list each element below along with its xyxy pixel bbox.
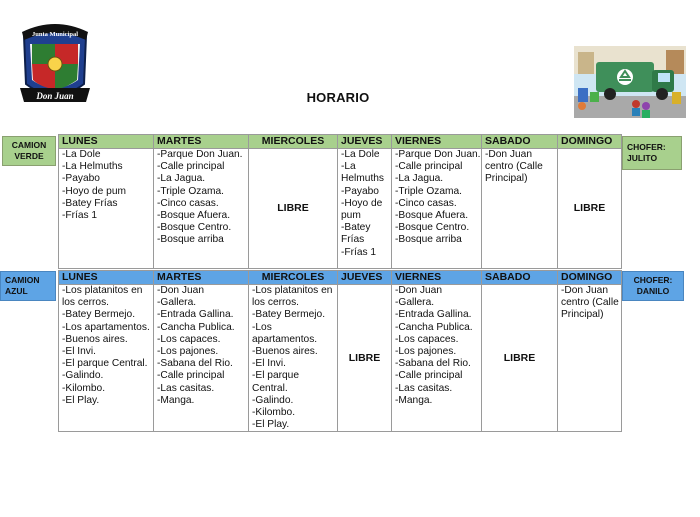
route-stop: -Don Juan [395, 285, 443, 296]
day-header-martes: MARTES [154, 271, 249, 285]
libre-cell-sabado: LIBRE [482, 285, 558, 432]
route-stop: -El parque Central. [252, 370, 300, 394]
day-header-martes: MARTES [154, 135, 249, 149]
route-stop: -Bosque arriba [395, 234, 462, 246]
route-stop: -La Dole [341, 149, 380, 160]
stops-cell-viernes [392, 285, 482, 432]
route-stop: -Don Juan centro (Calle Principal) [485, 149, 543, 185]
truck-label-azul-text: CAMION AZUL [5, 275, 40, 296]
route-stop: -Payabo [62, 173, 100, 185]
libre-cell-miercoles: LIBRE [249, 149, 338, 269]
driver-label-azul [622, 271, 684, 301]
route-stop: -Sabana del Rio. [157, 358, 233, 370]
route-stop: -Los apartamentos. [252, 321, 318, 345]
route-stop: -Bosque Centro. [157, 222, 232, 234]
page-title: HORARIO [306, 90, 370, 105]
route-stop: -Bosque Afuera. [395, 210, 469, 222]
route-stop: -Manga. [157, 394, 195, 406]
route-stop: -Calle principal [395, 161, 463, 173]
route-stop: -Batey Frías [62, 197, 118, 209]
route-stop: -La Dole [62, 149, 101, 160]
route-stop: -Galindo. [62, 370, 104, 382]
route-stop: -Payabo [341, 185, 379, 197]
route-stop: -Frías 1 [62, 210, 98, 222]
route-stop: -Los apartamentos. [62, 321, 150, 333]
logo-top-text: Junta Municipal [31, 31, 79, 38]
stops-cell-lunes [59, 149, 154, 269]
day-header-viernes: VIERNES [392, 271, 482, 285]
stops-cell-sabado [482, 149, 558, 269]
day-header-sabado: SABADO [482, 271, 558, 285]
route-stop: -Hoyo de pum [341, 197, 383, 222]
stops-cell-martes [154, 285, 249, 432]
route-stop: -Manga. [395, 394, 433, 406]
truck-label-verde [2, 136, 56, 166]
day-header-lunes: LUNES [59, 271, 154, 285]
route-stop: -El parque Central. [62, 358, 148, 370]
schedule-row [59, 285, 622, 432]
truck-label-azul [0, 271, 56, 301]
route-stop: -La Helmuths [341, 161, 385, 185]
day-header-domingo: DOMINGO [558, 135, 622, 149]
day-header-miercoles: MIERCOLES [249, 135, 338, 149]
route-stop: -Batey Frías [341, 222, 371, 246]
route-stop: -La Helmuths [62, 161, 123, 173]
route-stop: -Los platanitos en los cerros. [252, 285, 333, 309]
logo-bottom-text: Don Juan [36, 91, 74, 101]
route-stop: -Los pajones. [395, 346, 457, 358]
route-stop: -Kilombo. [252, 407, 296, 419]
route-stop: -Don Juan [157, 285, 205, 296]
route-stop: -Triple Ozama. [157, 185, 224, 197]
stops-cell-miercoles [249, 285, 338, 432]
route-stop: -Cinco casas. [157, 197, 219, 209]
route-stop: -Entrada Gallina. [395, 309, 472, 321]
route-stop: -El Play. [252, 419, 290, 431]
route-stop: -El Play. [62, 394, 100, 406]
driver-label-verde [622, 136, 682, 170]
route-stop: -La Jagua. [395, 173, 444, 185]
day-header-sabado: SABADO [482, 135, 558, 149]
route-stop: -Buenos aires. [252, 346, 318, 358]
route-stop: -Buenos aires. [62, 333, 128, 345]
day-header-miercoles: MIERCOLES [249, 271, 338, 285]
route-stop: -Las casitas. [157, 382, 215, 394]
route-stop: -El Invi. [252, 358, 286, 370]
route-stop: -Entrada Gallina. [157, 309, 234, 321]
route-stop: -Cancha Publica. [395, 321, 473, 333]
stops-cell-viernes [392, 149, 482, 269]
day-header-domingo: DOMINGO [558, 271, 622, 285]
route-stop: -Gallera. [395, 297, 435, 309]
route-stop: -Cinco casas. [395, 197, 457, 209]
libre-cell-jueves: LIBRE [338, 285, 392, 432]
route-stop: -Calle principal [157, 370, 225, 382]
route-stop: -Frías 1 [341, 246, 377, 258]
route-stop: -El Invi. [62, 346, 96, 358]
route-stop: -Cancha Publica. [157, 321, 235, 333]
route-stop: -Galindo. [252, 394, 294, 406]
stops-cell-jueves [338, 149, 392, 269]
route-stop: -Batey Bermejo. [252, 309, 326, 321]
route-stop: -Hoyo de pum [62, 185, 126, 197]
route-stop: -Los pajones. [157, 346, 219, 358]
route-stop: -Los capaces. [395, 333, 459, 345]
route-stop: -Don Juan centro (Calle Principal) [561, 285, 619, 321]
garbage-truck-illustration [574, 46, 686, 118]
stops-cell-domingo [558, 285, 622, 432]
stops-cell-martes [154, 149, 249, 269]
route-stop: -La Jagua. [157, 173, 206, 185]
schedule-row [59, 149, 622, 269]
day-header-jueves: JUEVES [338, 271, 392, 285]
route-stop: -Kilombo. [62, 382, 106, 394]
route-stop: -Los platanitos en los cerros. [62, 285, 143, 309]
day-header-viernes: VIERNES [392, 135, 482, 149]
route-stop: -Parque Don Juan. [395, 149, 481, 160]
schedule-table-verde [58, 134, 622, 269]
route-stop: -Parque Don Juan. [157, 149, 243, 160]
route-stop: -Calle principal [157, 161, 225, 173]
route-stop: -Batey Bermejo. [62, 309, 136, 321]
route-stop: -Calle principal [395, 370, 463, 382]
driver-label-azul-text: CHOFER: DANILO [633, 275, 673, 296]
libre-cell-domingo: LIBRE [558, 149, 622, 269]
route-stop: -Las casitas. [395, 382, 453, 394]
route-stop: -Bosque arriba [157, 234, 224, 246]
route-stop: -Bosque Centro. [395, 222, 470, 234]
route-stop: -Los capaces. [157, 333, 221, 345]
truck-label-verde-text: CAMION VERDE [11, 140, 47, 161]
route-stop: -Gallera. [157, 297, 197, 309]
route-stop: -Sabana del Rio. [395, 358, 471, 370]
driver-label-verde-text: CHOFER: JULITO [627, 142, 666, 163]
stops-cell-lunes [59, 285, 154, 432]
route-stop: -Bosque Afuera. [157, 210, 231, 222]
day-header-lunes: LUNES [59, 135, 154, 149]
schedule-table-azul [58, 270, 622, 432]
route-stop: -Triple Ozama. [395, 185, 462, 197]
day-header-jueves: JUEVES [338, 135, 392, 149]
